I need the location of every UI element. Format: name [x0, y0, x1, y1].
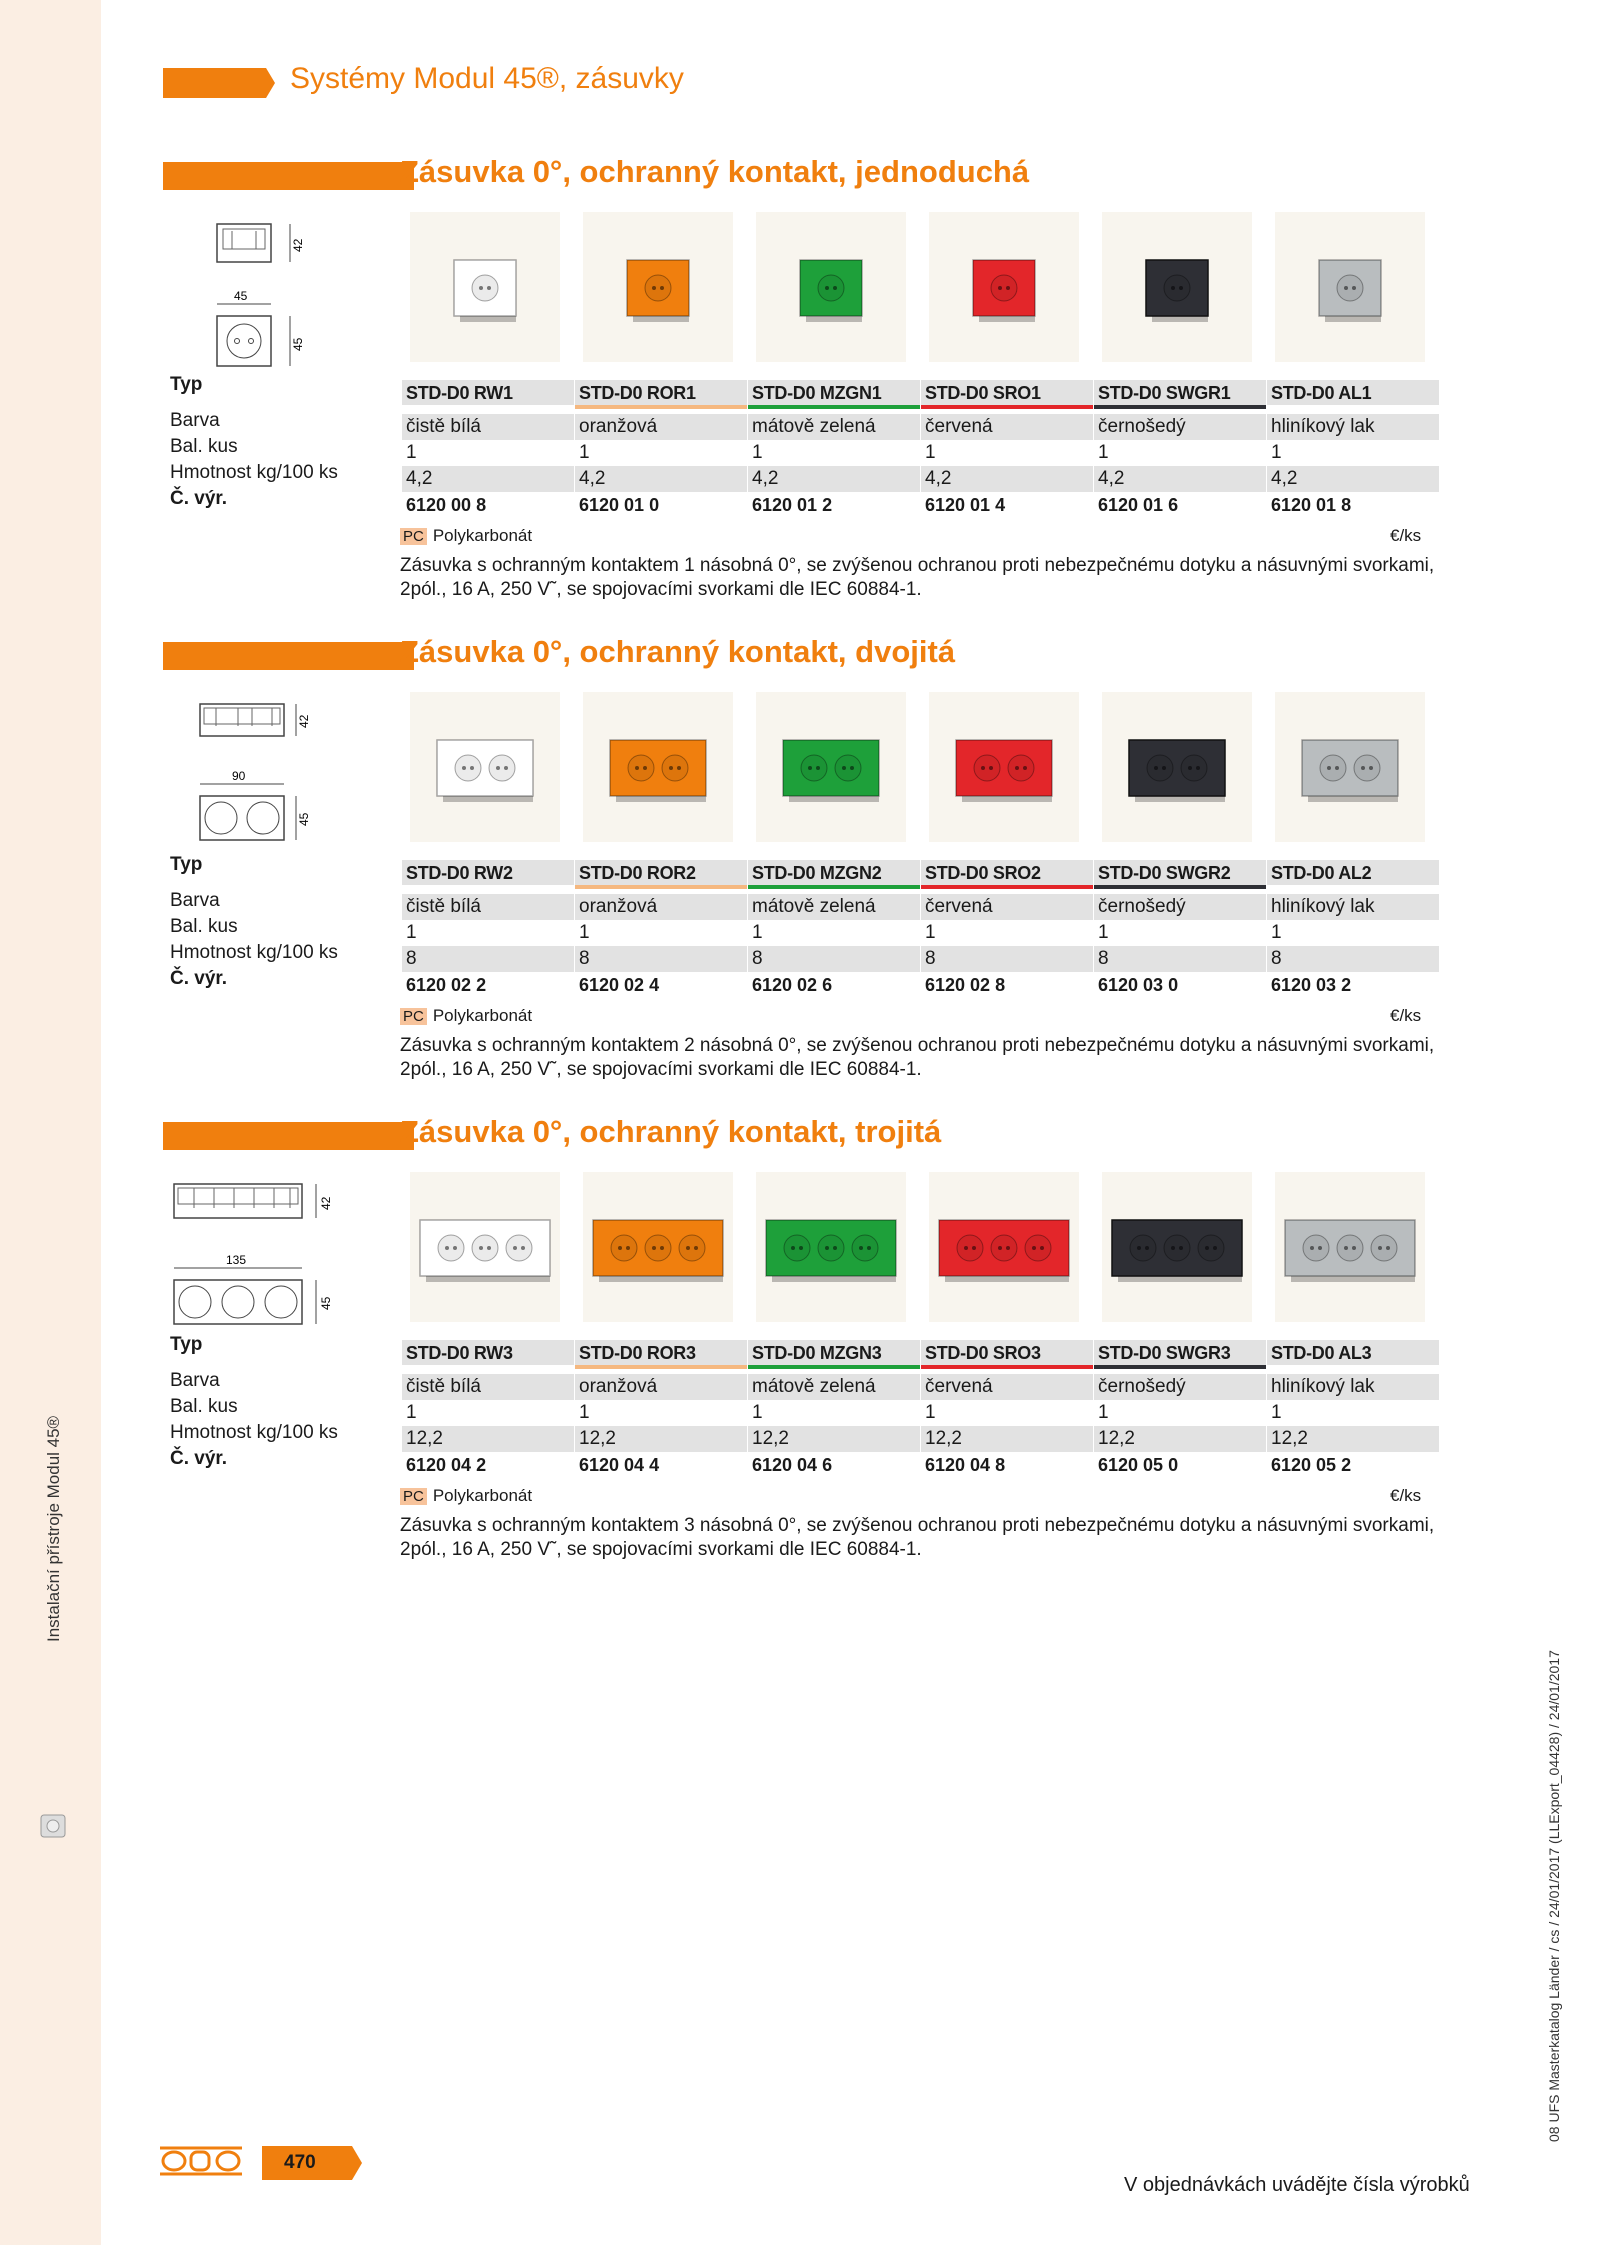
cell-cvyr: 6120 03 0	[1094, 972, 1266, 998]
section-triple	[0, 1114, 1600, 1592]
cell-hmot: 12,2	[575, 1426, 747, 1452]
label-cislo-vyrobku: Č. výr.	[170, 488, 228, 509]
cell-hmot: 8	[1094, 946, 1266, 972]
section-title: Zásuvka 0°, ochranný kontakt, jednoduchá	[400, 154, 1030, 189]
cell-bal: 1	[921, 920, 1093, 946]
width-dimension: 45	[234, 289, 248, 303]
label-barva: Barva	[170, 410, 220, 431]
cell-hmot: 4,2	[575, 466, 747, 492]
product-photo	[756, 212, 906, 362]
cell-barva: červená	[921, 414, 1093, 440]
material-tag	[400, 526, 532, 546]
cell-hmot: 8	[921, 946, 1093, 972]
cell-barva: oranžová	[575, 414, 747, 440]
cell-typ: STD-D0 SRO3	[921, 1340, 1093, 1365]
color-accent-line	[921, 405, 1093, 409]
product-photo	[756, 692, 906, 842]
cell-hmot: 4,2	[1094, 466, 1266, 492]
product-photo	[410, 692, 560, 842]
cell-cvyr: 6120 04 4	[575, 1452, 747, 1478]
cell-cvyr: 6120 05 2	[1267, 1452, 1439, 1478]
label-typ: Typ	[170, 1334, 203, 1355]
height-dimension: 45	[297, 812, 311, 826]
cell-bal: 1	[575, 440, 747, 466]
cell-bal: 1	[1094, 920, 1266, 946]
obo-logo	[160, 2146, 242, 2176]
cell-bal: 1	[921, 1400, 1093, 1426]
color-accent-line	[1094, 885, 1266, 889]
depth-dimension: 42	[319, 1196, 333, 1210]
section-description: Zásuvka s ochranným kontaktem 3 násobná 0°, se zvýšenou ochranou proti nebezpečnému dotyku a násuvnými svorkami, 2pól., 16 A, 250 V˜, se spojovacími svorkami dle IEC 60884-1.	[400, 1515, 1435, 1560]
cell-typ: STD-D0 MZGN3	[748, 1340, 920, 1365]
cell-cvyr: 6120 01 4	[921, 492, 1093, 518]
section-accent-bar	[163, 642, 414, 670]
product-photo	[410, 1172, 560, 1322]
cell-typ: STD-D0 SWGR2	[1094, 860, 1266, 885]
label-barva: Barva	[170, 1370, 220, 1391]
footer-vertical-meta: 08 UFS Masterkatalog Länder / cs / 24/01/2017 (LLExport_04428) / 24/01/2017	[1546, 1650, 1562, 2142]
product-photo	[1102, 212, 1252, 362]
dimension-drawing	[196, 692, 316, 892]
color-accent-line	[575, 1365, 747, 1369]
section-description: Zásuvka s ochranným kontaktem 2 násobná 0°, se zvýšenou ochranou proti nebezpečnému dotyku a násuvnými svorkami, 2pól., 16 A, 250 V˜, se spojovacími svorkami dle IEC 60884-1.	[400, 1035, 1435, 1080]
material-tag	[400, 1006, 532, 1026]
section-description: Zásuvka s ochranným kontaktem 1 násobná 0°, se zvýšenou ochranou proti nebezpečnému dotyku a násuvnými svorkami, 2pól., 16 A, 250 V˜, se spojovacími svorkami dle IEC 60884-1.	[400, 555, 1435, 600]
height-dimension: 45	[319, 1296, 333, 1310]
cell-cvyr: 6120 03 2	[1267, 972, 1439, 998]
cell-typ: STD-D0 SRO1	[921, 380, 1093, 405]
page-title: Systémy Modul 45®, zásuvky	[290, 62, 684, 95]
section-double	[0, 634, 1600, 1112]
header-accent-bar	[163, 68, 275, 98]
product-photo	[1275, 692, 1425, 842]
cell-barva: červená	[921, 894, 1093, 920]
cell-barva: oranžová	[575, 1374, 747, 1400]
cell-hmot: 4,2	[748, 466, 920, 492]
cell-bal: 1	[1267, 920, 1439, 946]
label-cislo-vyrobku: Č. výr.	[170, 968, 228, 989]
width-dimension: 90	[232, 769, 246, 783]
product-photo	[583, 1172, 733, 1322]
label-bal: Bal. kus	[170, 436, 238, 457]
cell-barva: hliníkový lak	[1267, 414, 1439, 440]
cell-barva: černošedý	[1094, 894, 1266, 920]
cell-cvyr: 6120 04 6	[748, 1452, 920, 1478]
price-unit: €/ks	[1390, 526, 1422, 545]
cell-bal: 1	[921, 440, 1093, 466]
cell-typ: STD-D0 ROR1	[575, 380, 747, 405]
color-accent-line	[748, 405, 920, 409]
label-barva: Barva	[170, 890, 220, 911]
section-title: Zásuvka 0°, ochranný kontakt, dvojitá	[400, 634, 956, 669]
cell-typ: STD-D0 ROR2	[575, 860, 747, 885]
material-code-badge: PC	[400, 1488, 427, 1505]
socket-thumbnail-icon	[38, 1812, 68, 1840]
cell-cvyr: 6120 01 0	[575, 492, 747, 518]
cell-typ: STD-D0 RW2	[402, 860, 574, 885]
footer-note: V objednávkách uvádějte čísla výrobků	[1124, 2174, 1470, 2196]
cell-typ: STD-D0 MZGN2	[748, 860, 920, 885]
product-photo	[756, 1172, 906, 1322]
cell-hmot: 4,2	[921, 466, 1093, 492]
product-photo	[929, 692, 1079, 842]
color-accent-line	[748, 885, 920, 889]
cell-hmot: 8	[402, 946, 574, 972]
cell-hmot: 4,2	[1267, 466, 1439, 492]
cell-bal: 1	[402, 920, 574, 946]
cell-hmot: 8	[1267, 946, 1439, 972]
cell-typ: STD-D0 AL2	[1267, 860, 1439, 885]
product-photo	[583, 212, 733, 362]
cell-bal: 1	[1267, 440, 1439, 466]
cell-barva: mátově zelená	[748, 1374, 920, 1400]
cell-cvyr: 6120 04 8	[921, 1452, 1093, 1478]
label-typ: Typ	[170, 854, 203, 875]
section-single	[0, 154, 1600, 632]
section-title: Zásuvka 0°, ochranný kontakt, trojitá	[400, 1114, 942, 1149]
color-accent-line	[921, 1365, 1093, 1369]
cell-barva: čistě bílá	[402, 414, 574, 440]
cell-hmot: 8	[575, 946, 747, 972]
material-name: Polykarbonát	[432, 526, 533, 545]
color-accent-line	[748, 1365, 920, 1369]
cell-barva: čistě bílá	[402, 894, 574, 920]
cell-typ: STD-D0 RW3	[402, 1340, 574, 1365]
product-photo	[929, 1172, 1079, 1322]
cell-barva: mátově zelená	[748, 414, 920, 440]
side-label: Instalační přístroje Modul 45®	[44, 1415, 63, 1642]
cell-cvyr: 6120 02 6	[748, 972, 920, 998]
cell-cvyr: 6120 05 0	[1094, 1452, 1266, 1478]
cell-typ: STD-D0 MZGN1	[748, 380, 920, 405]
label-bal: Bal. kus	[170, 916, 238, 937]
cell-typ: STD-D0 SRO2	[921, 860, 1093, 885]
product-photo	[583, 692, 733, 842]
price-unit: €/ks	[1390, 1486, 1422, 1505]
label-hmotnost: Hmotnost kg/100 ks	[170, 942, 338, 963]
cell-barva: černošedý	[1094, 1374, 1266, 1400]
cell-bal: 1	[748, 440, 920, 466]
cell-barva: čistě bílá	[402, 1374, 574, 1400]
material-code-badge: PC	[400, 1008, 427, 1025]
color-accent-line	[921, 885, 1093, 889]
label-hmotnost: Hmotnost kg/100 ks	[170, 462, 338, 483]
label-bal: Bal. kus	[170, 1396, 238, 1417]
material-name: Polykarbonát	[432, 1006, 533, 1025]
cell-barva: hliníkový lak	[1267, 1374, 1439, 1400]
product-photo	[1102, 692, 1252, 842]
cell-bal: 1	[402, 440, 574, 466]
cell-hmot: 4,2	[402, 466, 574, 492]
material-name: Polykarbonát	[432, 1486, 533, 1505]
label-typ: Typ	[170, 374, 203, 395]
cell-cvyr: 6120 04 2	[402, 1452, 574, 1478]
cell-barva: černošedý	[1094, 414, 1266, 440]
cell-cvyr: 6120 01 2	[748, 492, 920, 518]
cell-bal: 1	[402, 1400, 574, 1426]
cell-bal: 1	[748, 920, 920, 946]
cell-hmot: 12,2	[1094, 1426, 1266, 1452]
depth-dimension: 42	[297, 714, 311, 728]
height-dimension: 45	[291, 337, 305, 351]
color-accent-line	[1094, 1365, 1266, 1369]
product-photo	[929, 212, 1079, 362]
page-number: 470	[284, 2152, 316, 2173]
cell-cvyr: 6120 02 2	[402, 972, 574, 998]
cell-hmot: 12,2	[921, 1426, 1093, 1452]
product-photo	[1275, 212, 1425, 362]
cell-cvyr: 6120 02 8	[921, 972, 1093, 998]
cell-hmot: 8	[748, 946, 920, 972]
cell-typ: STD-D0 AL1	[1267, 380, 1439, 405]
cell-typ: STD-D0 AL3	[1267, 1340, 1439, 1365]
cell-bal: 1	[748, 1400, 920, 1426]
cell-hmot: 12,2	[1267, 1426, 1439, 1452]
cell-typ: STD-D0 SWGR3	[1094, 1340, 1266, 1365]
width-dimension: 135	[226, 1253, 247, 1267]
cell-barva: mátově zelená	[748, 894, 920, 920]
price-unit: €/ks	[1390, 1006, 1422, 1025]
depth-dimension: 42	[291, 238, 305, 252]
color-accent-line	[575, 885, 747, 889]
label-hmotnost: Hmotnost kg/100 ks	[170, 1422, 338, 1443]
cell-bal: 1	[1094, 1400, 1266, 1426]
cell-cvyr: 6120 00 8	[402, 492, 574, 518]
cell-hmot: 12,2	[402, 1426, 574, 1452]
cell-bal: 1	[1094, 440, 1266, 466]
color-accent-line	[575, 405, 747, 409]
cell-typ: STD-D0 ROR3	[575, 1340, 747, 1365]
cell-bal: 1	[1267, 1400, 1439, 1426]
label-cislo-vyrobku: Č. výr.	[170, 1448, 228, 1469]
cell-cvyr: 6120 01 8	[1267, 492, 1439, 518]
cell-cvyr: 6120 01 6	[1094, 492, 1266, 518]
material-tag	[400, 1486, 532, 1506]
product-photo	[410, 212, 560, 362]
cell-barva: hliníkový lak	[1267, 894, 1439, 920]
cell-typ: STD-D0 SWGR1	[1094, 380, 1266, 405]
cell-cvyr: 6120 02 4	[575, 972, 747, 998]
product-photo	[1275, 1172, 1425, 1322]
cell-bal: 1	[575, 1400, 747, 1426]
product-photo	[1102, 1172, 1252, 1322]
cell-typ: STD-D0 RW1	[402, 380, 574, 405]
section-accent-bar	[163, 1122, 414, 1150]
material-code-badge: PC	[400, 528, 427, 545]
color-accent-line	[1094, 405, 1266, 409]
cell-barva: oranžová	[575, 894, 747, 920]
cell-hmot: 12,2	[748, 1426, 920, 1452]
section-accent-bar	[163, 162, 414, 190]
cell-barva: červená	[921, 1374, 1093, 1400]
dimension-drawing	[210, 216, 310, 406]
cell-bal: 1	[575, 920, 747, 946]
